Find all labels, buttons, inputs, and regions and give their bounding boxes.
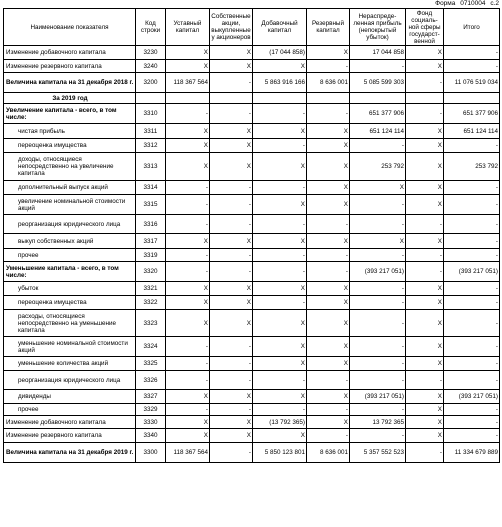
total-cell: (393 217 051) — [444, 390, 500, 404]
total-cell: (393 217 051) — [444, 262, 500, 282]
social-fund-cell: X — [406, 139, 444, 153]
retained-earnings-cell: 5 357 552 523 — [350, 443, 406, 463]
additional-capital-cell: - — [253, 249, 307, 262]
row-code-cell: 3312 — [136, 139, 166, 153]
charter-capital-cell: - — [166, 195, 210, 215]
social-fund-cell: - — [406, 443, 444, 463]
reserve-capital-cell: - — [307, 429, 350, 443]
retained-earnings-cell: (393 217 051) — [350, 390, 406, 404]
reserve-capital-cell: X — [307, 296, 350, 310]
treasury-shares-cell: X — [210, 282, 253, 296]
row-code-cell: 3311 — [136, 124, 166, 139]
total-cell: - — [444, 195, 500, 215]
row-code-cell: 3325 — [136, 357, 166, 371]
social-fund-cell: X — [406, 46, 444, 60]
form-label: Форма — [435, 0, 456, 7]
indicator-name-cell: чистая прибыль — [4, 124, 136, 139]
table-row — [4, 104, 500, 124]
table-row — [4, 404, 500, 416]
indicator-name-cell: выкуп собственных акций — [4, 234, 136, 249]
header-indicator-name: Наименование показателя — [4, 9, 136, 46]
table-row — [4, 73, 500, 93]
row-code-cell: 3340 — [136, 429, 166, 443]
form-page: с.2 — [490, 0, 499, 7]
table-row — [4, 390, 500, 404]
row-code-cell: 3317 — [136, 234, 166, 249]
indicator-name-cell: уменьшение количества акций — [4, 357, 136, 371]
additional-capital-cell: - — [253, 296, 307, 310]
total-cell: - — [444, 46, 500, 60]
charter-capital-cell: X — [166, 46, 210, 60]
additional-capital-cell: X — [253, 234, 307, 249]
total-cell: - — [444, 404, 500, 416]
social-fund-cell: - — [406, 371, 444, 390]
table-row — [4, 139, 500, 153]
social-fund-cell: - — [406, 104, 444, 124]
row-code-cell: 3330 — [136, 416, 166, 429]
additional-capital-cell: X — [253, 282, 307, 296]
retained-earnings-cell: X — [350, 234, 406, 249]
retained-earnings-cell: (393 217 051) — [350, 262, 406, 282]
retained-earnings-cell: - — [350, 404, 406, 416]
additional-capital-cell: - — [253, 215, 307, 234]
table-row — [4, 429, 500, 443]
additional-capital-cell — [253, 93, 307, 104]
table-row — [4, 310, 500, 337]
indicator-name-cell: Изменение добавочного капитала — [4, 46, 136, 60]
indicator-name-cell: реорганизация юридического лица — [4, 371, 136, 390]
retained-earnings-cell: 651 124 114 — [350, 124, 406, 139]
indicator-name-cell: Уменьшение капитала - всего, в том числе: — [4, 262, 136, 282]
additional-capital-cell: X — [253, 153, 307, 181]
indicator-name-cell: Величина капитала на 31 декабря 2019 г. — [4, 443, 136, 463]
reserve-capital-cell: - — [307, 215, 350, 234]
reserve-capital-cell: X — [307, 124, 350, 139]
row-code-cell: 3324 — [136, 337, 166, 357]
total-cell: 11 334 679 889 — [444, 443, 500, 463]
header-reserve-capital: Резервный капитал — [307, 9, 350, 46]
social-fund-cell: X — [406, 234, 444, 249]
reserve-capital-cell: - — [307, 262, 350, 282]
row-code-cell: 3313 — [136, 153, 166, 181]
retained-earnings-cell: - — [350, 60, 406, 73]
total-cell: - — [444, 282, 500, 296]
indicator-name-cell: За 2019 год — [4, 93, 136, 104]
social-fund-cell: X — [406, 296, 444, 310]
reserve-capital-cell: X — [307, 390, 350, 404]
social-fund-cell: X — [406, 429, 444, 443]
total-cell: - — [444, 60, 500, 73]
charter-capital-cell: X — [166, 282, 210, 296]
indicator-name-cell: прочее — [4, 249, 136, 262]
table-row — [4, 60, 500, 73]
social-fund-cell: - — [406, 215, 444, 234]
additional-capital-cell: - — [253, 104, 307, 124]
additional-capital-cell: X — [253, 390, 307, 404]
social-fund-cell: X — [406, 153, 444, 181]
treasury-shares-cell: X — [210, 139, 253, 153]
indicator-name-cell: переоценка имущества — [4, 296, 136, 310]
reserve-capital-cell: - — [307, 104, 350, 124]
table-row — [4, 153, 500, 181]
reserve-capital-cell: - — [307, 404, 350, 416]
charter-capital-cell: 118 367 564 — [166, 443, 210, 463]
social-fund-cell: X — [406, 181, 444, 195]
table-row — [4, 262, 500, 282]
treasury-shares-cell: - — [210, 443, 253, 463]
retained-earnings-cell: - — [350, 371, 406, 390]
total-cell: - — [444, 181, 500, 195]
total-cell: - — [444, 139, 500, 153]
total-cell: - — [444, 429, 500, 443]
charter-capital-cell: - — [166, 104, 210, 124]
indicator-name-cell: дополнительный выпуск акций — [4, 181, 136, 195]
table-row — [4, 181, 500, 195]
total-cell: 651 124 114 — [444, 124, 500, 139]
treasury-shares-cell: - — [210, 195, 253, 215]
table-row — [4, 371, 500, 390]
table-row — [4, 234, 500, 249]
row-code-cell: 3315 — [136, 195, 166, 215]
social-fund-cell: - — [406, 249, 444, 262]
treasury-shares-cell: X — [210, 234, 253, 249]
total-cell: 11 076 519 034 — [444, 73, 500, 93]
treasury-shares-cell: - — [210, 371, 253, 390]
total-cell: - — [444, 310, 500, 337]
header-additional-capital: Добавочный капитал — [253, 9, 307, 46]
charter-capital-cell — [166, 93, 210, 104]
table-header-row — [4, 9, 500, 46]
indicator-name-cell: прочее — [4, 404, 136, 416]
charter-capital-cell: X — [166, 296, 210, 310]
treasury-shares-cell: X — [210, 296, 253, 310]
total-cell: - — [444, 371, 500, 390]
reserve-capital-cell: X — [307, 46, 350, 60]
treasury-shares-cell: X — [210, 46, 253, 60]
social-fund-cell: X — [406, 390, 444, 404]
charter-capital-cell: - — [166, 215, 210, 234]
social-fund-cell: X — [406, 60, 444, 73]
charter-capital-cell: X — [166, 60, 210, 73]
indicator-name-cell: убыток — [4, 282, 136, 296]
treasury-shares-cell: X — [210, 124, 253, 139]
charter-capital-cell: X — [166, 390, 210, 404]
indicator-name-cell: доходы, относящиеся непосредственно на увеличение капитала — [4, 153, 136, 181]
indicator-name-cell: реорганизация юридического лица — [4, 215, 136, 234]
social-fund-cell: X — [406, 416, 444, 429]
row-code-cell: 3321 — [136, 282, 166, 296]
row-code-cell: 3310 — [136, 104, 166, 124]
header-retained-earnings: Нераспреде-ленная прибыль (непокрытый убыток) — [350, 9, 406, 46]
retained-earnings-cell: 17 044 858 — [350, 46, 406, 60]
retained-earnings-cell: - — [350, 215, 406, 234]
row-code-cell: 3320 — [136, 262, 166, 282]
treasury-shares-cell: X — [210, 310, 253, 337]
treasury-shares-cell: X — [210, 429, 253, 443]
table-row — [4, 46, 500, 60]
additional-capital-cell: - — [253, 181, 307, 195]
table-body — [4, 46, 500, 463]
social-fund-cell: - — [406, 73, 444, 93]
charter-capital-cell: 118 367 564 — [166, 73, 210, 93]
treasury-shares-cell: X — [210, 416, 253, 429]
indicator-name-cell: Величина капитала на 31 декабря 2018 г. — [4, 73, 136, 93]
indicator-name-cell: Увеличение капитала - всего, в том числе: — [4, 104, 136, 124]
table-row — [4, 282, 500, 296]
social-fund-cell: X — [406, 282, 444, 296]
social-fund-cell: X — [406, 337, 444, 357]
total-cell: 651 377 906 — [444, 104, 500, 124]
retained-earnings-cell: - — [350, 429, 406, 443]
header-total: Итого — [444, 9, 500, 46]
header-treasury-shares: Собственные акции, выкупленные у акционеров — [210, 9, 253, 46]
additional-capital-cell: X — [253, 195, 307, 215]
indicator-name-cell: уменьшение номинальной стоимости акций — [4, 337, 136, 357]
retained-earnings-cell: - — [350, 282, 406, 296]
charter-capital-cell: - — [166, 357, 210, 371]
table-row — [4, 357, 500, 371]
indicator-name-cell: Изменение резервного капитала — [4, 429, 136, 443]
treasury-shares-cell: X — [210, 153, 253, 181]
charter-capital-cell: X — [166, 124, 210, 139]
table-row — [4, 215, 500, 234]
form-header — [432, 0, 499, 7]
table-row — [4, 337, 500, 357]
total-cell: - — [444, 249, 500, 262]
capital-changes-table — [3, 8, 500, 463]
reserve-capital-cell: X — [307, 282, 350, 296]
charter-capital-cell: X — [166, 416, 210, 429]
retained-earnings-cell: - — [350, 357, 406, 371]
row-code-cell: 3314 — [136, 181, 166, 195]
treasury-shares-cell — [210, 93, 253, 104]
retained-earnings-cell: 651 377 906 — [350, 104, 406, 124]
retained-earnings-cell: - — [350, 310, 406, 337]
row-code-cell: 3200 — [136, 73, 166, 93]
treasury-shares-cell: - — [210, 181, 253, 195]
reserve-capital-cell: X — [307, 357, 350, 371]
treasury-shares-cell: X — [210, 60, 253, 73]
reserve-capital-cell: - — [307, 371, 350, 390]
row-code-cell: 3322 — [136, 296, 166, 310]
table-row — [4, 416, 500, 429]
indicator-name-cell: дивиденды — [4, 390, 136, 404]
charter-capital-cell: - — [166, 262, 210, 282]
additional-capital-cell: 5 863 916 166 — [253, 73, 307, 93]
table-row — [4, 443, 500, 463]
social-fund-cell: X — [406, 195, 444, 215]
charter-capital-cell: - — [166, 181, 210, 195]
retained-earnings-cell: - — [350, 195, 406, 215]
reserve-capital-cell: 8 636 001 — [307, 73, 350, 93]
total-cell: - — [444, 215, 500, 234]
total-cell: - — [444, 296, 500, 310]
additional-capital-cell: - — [253, 262, 307, 282]
additional-capital-cell: X — [253, 337, 307, 357]
additional-capital-cell: X — [253, 124, 307, 139]
indicator-name-cell: Изменение резервного капитала — [4, 60, 136, 73]
treasury-shares-cell: - — [210, 215, 253, 234]
total-cell — [444, 93, 500, 104]
charter-capital-cell: - — [166, 249, 210, 262]
table-row — [4, 296, 500, 310]
social-fund-cell: X — [406, 310, 444, 337]
additional-capital-cell: - — [253, 371, 307, 390]
charter-capital-cell: - — [166, 404, 210, 416]
charter-capital-cell: X — [166, 139, 210, 153]
reserve-capital-cell: - — [307, 249, 350, 262]
reserve-capital-cell: X — [307, 139, 350, 153]
charter-capital-cell: X — [166, 153, 210, 181]
reserve-capital-cell: 8 636 001 — [307, 443, 350, 463]
row-code-cell: 3329 — [136, 404, 166, 416]
row-code-cell: 3316 — [136, 215, 166, 234]
row-code-cell: 3323 — [136, 310, 166, 337]
table-row — [4, 249, 500, 262]
treasury-shares-cell: - — [210, 404, 253, 416]
row-code-cell: 3326 — [136, 371, 166, 390]
header-charter-capital: Уставный капитал — [166, 9, 210, 46]
treasury-shares-cell: - — [210, 249, 253, 262]
total-cell: 253 792 — [444, 153, 500, 181]
retained-earnings-cell — [350, 93, 406, 104]
reserve-capital-cell: - — [307, 60, 350, 73]
social-fund-cell: X — [406, 357, 444, 371]
retained-earnings-cell: 253 792 — [350, 153, 406, 181]
additional-capital-cell: 5 850 123 801 — [253, 443, 307, 463]
indicator-name-cell: увеличение номинальной стоимости акций — [4, 195, 136, 215]
indicator-name-cell: расходы, относящиеся непосредственно на уменьшение капитала — [4, 310, 136, 337]
header-social-fund: Фонд социаль-ной сферы государст-венной — [406, 9, 444, 46]
indicator-name-cell: переоценка имущества — [4, 139, 136, 153]
reserve-capital-cell: X — [307, 416, 350, 429]
charter-capital-cell: - — [166, 337, 210, 357]
additional-capital-cell: (17 044 858) — [253, 46, 307, 60]
total-cell: - — [444, 337, 500, 357]
treasury-shares-cell: - — [210, 337, 253, 357]
reserve-capital-cell: X — [307, 195, 350, 215]
treasury-shares-cell: - — [210, 357, 253, 371]
additional-capital-cell: - — [253, 404, 307, 416]
social-fund-cell: X — [406, 124, 444, 139]
retained-earnings-cell: - — [350, 139, 406, 153]
reserve-capital-cell: X — [307, 153, 350, 181]
reserve-capital-cell: X — [307, 181, 350, 195]
additional-capital-cell: - — [253, 139, 307, 153]
treasury-shares-cell: - — [210, 262, 253, 282]
reserve-capital-cell: X — [307, 234, 350, 249]
retained-earnings-cell: 5 085 599 303 — [350, 73, 406, 93]
row-code-cell: 3240 — [136, 60, 166, 73]
additional-capital-cell: (13 792 365) — [253, 416, 307, 429]
reserve-capital-cell: X — [307, 310, 350, 337]
row-code-cell: 3230 — [136, 46, 166, 60]
row-code-cell: 3300 — [136, 443, 166, 463]
reserve-capital-cell: X — [307, 337, 350, 357]
additional-capital-cell: X — [253, 357, 307, 371]
social-fund-cell — [406, 93, 444, 104]
total-cell: - — [444, 357, 500, 371]
header-row-code: Код строки — [136, 9, 166, 46]
retained-earnings-cell: - — [350, 337, 406, 357]
row-code-cell — [136, 93, 166, 104]
total-cell: - — [444, 234, 500, 249]
form-number: 0710004 — [460, 0, 486, 7]
additional-capital-cell: X — [253, 429, 307, 443]
retained-earnings-cell: - — [350, 296, 406, 310]
charter-capital-cell: - — [166, 371, 210, 390]
social-fund-cell: X — [406, 404, 444, 416]
retained-earnings-cell: - — [350, 249, 406, 262]
total-cell: - — [444, 416, 500, 429]
row-code-cell: 3327 — [136, 390, 166, 404]
indicator-name-cell: Изменение добавочного капитала — [4, 416, 136, 429]
treasury-shares-cell: X — [210, 390, 253, 404]
reserve-capital-cell — [307, 93, 350, 104]
table-row — [4, 195, 500, 215]
table-row — [4, 93, 500, 104]
charter-capital-cell: X — [166, 310, 210, 337]
social-fund-cell: - — [406, 262, 444, 282]
row-code-cell: 3319 — [136, 249, 166, 262]
treasury-shares-cell: - — [210, 73, 253, 93]
treasury-shares-cell: - — [210, 104, 253, 124]
retained-earnings-cell: 13 792 365 — [350, 416, 406, 429]
charter-capital-cell: X — [166, 429, 210, 443]
charter-capital-cell: X — [166, 234, 210, 249]
additional-capital-cell: X — [253, 310, 307, 337]
retained-earnings-cell: X — [350, 181, 406, 195]
table-row — [4, 124, 500, 139]
additional-capital-cell: X — [253, 60, 307, 73]
